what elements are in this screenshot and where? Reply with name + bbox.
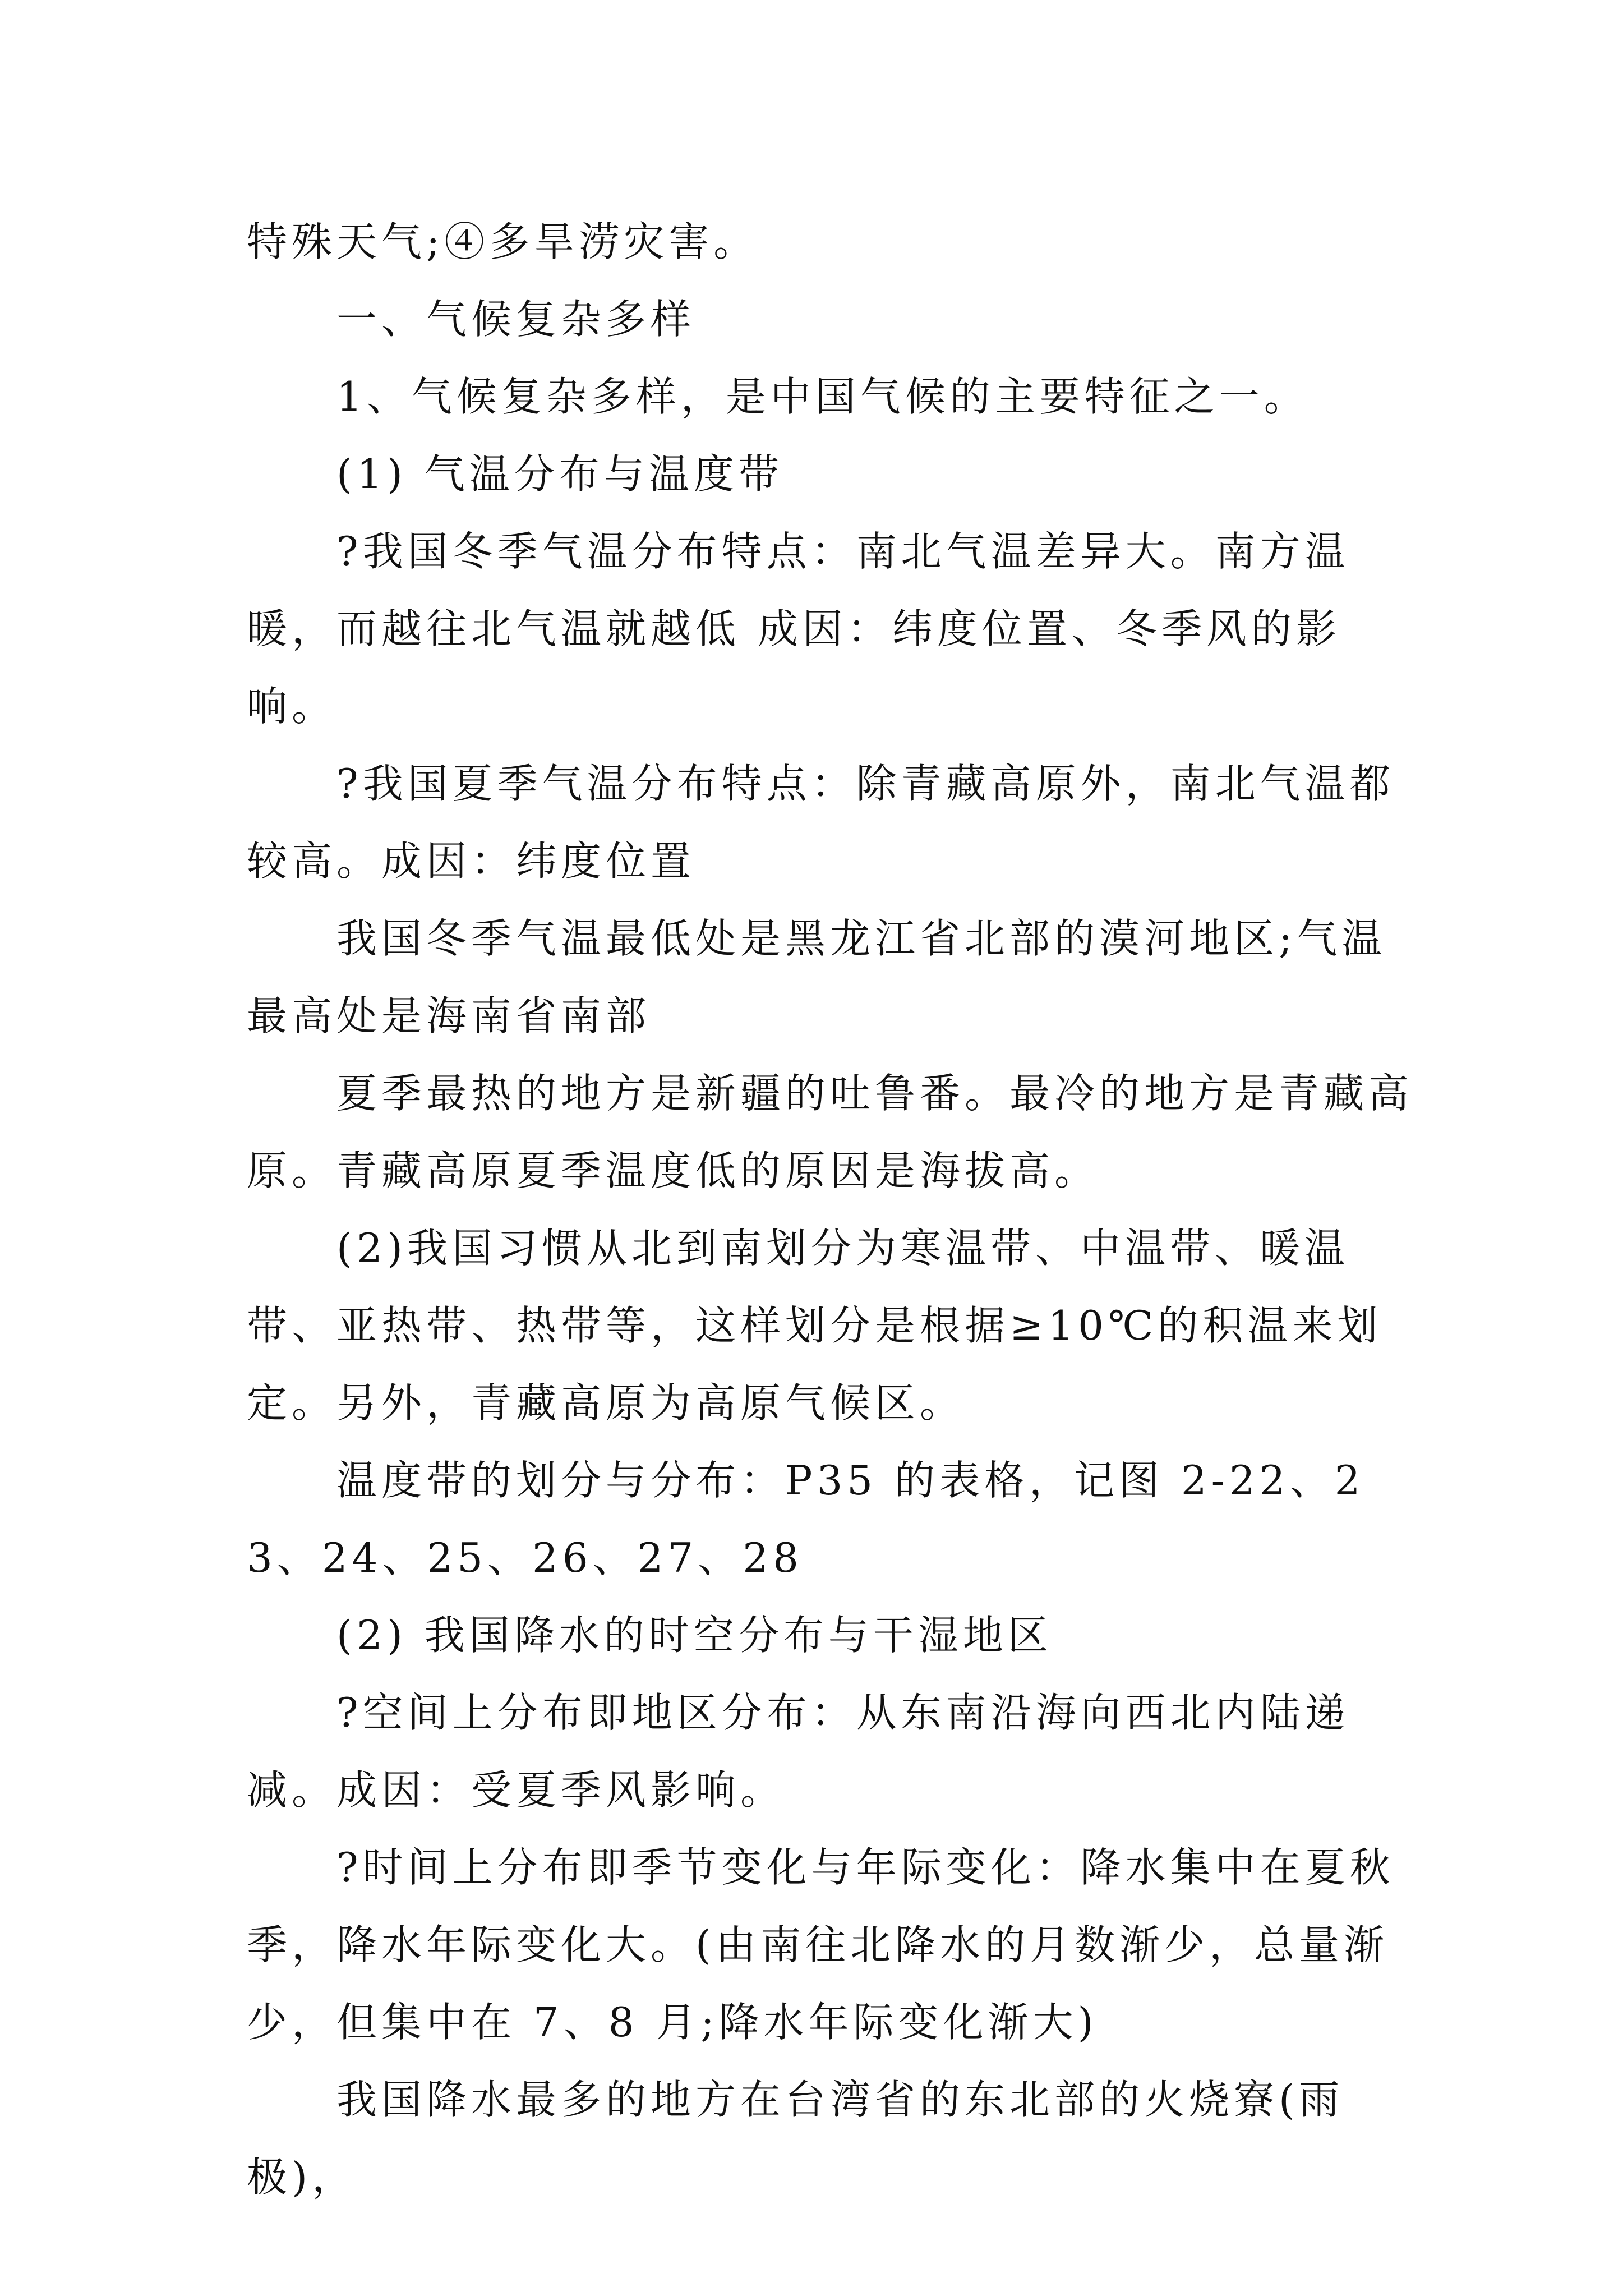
paragraph-3: 1、气候复杂多样，是中国气候的主要特征之一。: [336, 373, 1309, 420]
paragraph-rainfall-max: 我国降水最多的地方在台湾省的东北部的火烧寮(雨极)，: [247, 2076, 1344, 2201]
paragraph-winter-temperature: ?我国冬季气温分布特点：南北气温差异大。南方温暖，而越往北气温就越低 成因：纬度位置、冬季风的影响。: [247, 528, 1350, 730]
document-body: [247, 203, 1413, 2216]
paragraph-winter-extremes: 我国冬季气温最低处是黑龙江省北部的漠河地区;气温最高处是海南省南部: [247, 915, 1387, 1039]
paragraph-spatial-distribution: ?空间上分布即地区分布：从东南沿海向西北内陆递减。成因：受夏季风影响。: [247, 1689, 1350, 1814]
paragraph-summer-temperature: ?我国夏季气温分布特点：除青藏高原外，南北气温都较高。成因：纬度位置: [247, 760, 1395, 885]
paragraph-temporal-distribution: ?时间上分布即季节变化与年际变化：降水集中在夏秋季，降水年际变化大。(由南往北降水的月数渐少，总量渐少，但集中在 7、8 月;降水年际变化渐大): [247, 1844, 1395, 2046]
subheading-precipitation: (2) 我国降水的时空分布与干湿地区: [336, 1612, 1053, 1659]
paragraph-zone-division: (2)我国习惯从北到南划分为寒温带、中温带、暖温带、亚热带、热带等，这样划分是根据≥10℃的积温来划定。另外，青藏高原为高原气候区。: [247, 1225, 1382, 1427]
section-heading-climate-diverse: 一、气候复杂多样: [336, 296, 696, 343]
paragraph-zone-table: 温度带的划分与分布：P35 的表格，记图 2-22、23、24、25、26、27、28: [247, 1457, 1365, 1581]
paragraph-summer-extremes: 夏季最热的地方是新疆的吐鲁番。最冷的地方是青藏高原。青藏高原夏季温度低的原因是海拔高。: [247, 1070, 1414, 1194]
subheading-temperature-zones: (1) 气温分布与温度带: [336, 450, 783, 498]
paragraph-1: 特殊天气;④多旱涝灾害。: [247, 218, 759, 265]
